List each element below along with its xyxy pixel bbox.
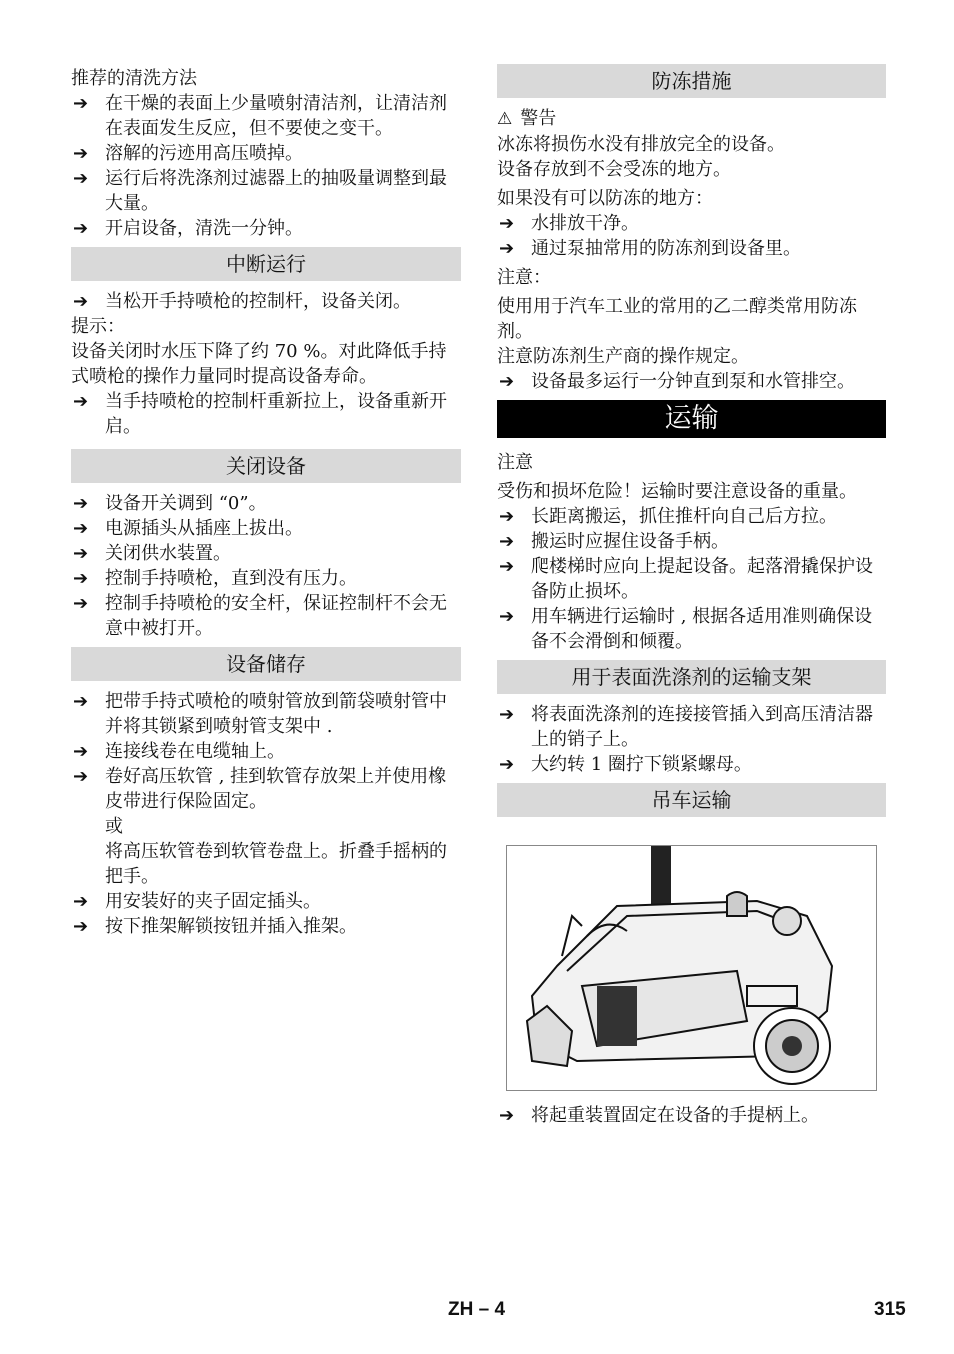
- arrow-right-icon: ➔: [73, 218, 89, 239]
- section-title-interrupt: 中断运行: [71, 247, 461, 281]
- arrow-right-icon: ➔: [499, 506, 515, 527]
- arrow-right-icon: ➔: [499, 531, 515, 552]
- list-item: ➔ 在干燥的表面上少量喷射清洁剂，让清洁剂在表面发生反应，但不要使之变干。: [73, 93, 447, 139]
- list-item: ➔ 长距离搬运，抓住推杆向自己后方拉。: [499, 506, 837, 527]
- frost-note-label: 注意：: [497, 267, 551, 288]
- frost-line: 冰冻将损伤水没有排放完全的设备。: [497, 134, 785, 155]
- list-item: ➔ 搬运时应握住设备手柄。: [499, 531, 729, 552]
- arrow-right-icon: ➔: [73, 493, 89, 514]
- note-text: 设备关闭时水压下降了约 70 %。对此降低手持式喷枪的操作力量同时提高设备寿命。: [71, 341, 447, 387]
- arrow-right-icon: ➔: [499, 556, 515, 577]
- list-item: ➔ 连接线卷在电缆轴上。: [73, 741, 285, 762]
- list-item: ➔ 溶解的污迹用高压喷掉。: [73, 143, 303, 164]
- arrow-right-icon: ➔: [73, 543, 89, 564]
- list-item: ➔ 控制手持喷枪的安全杆，保证控制杆不会无意中被打开。: [73, 593, 447, 639]
- list-item: ➔ 将表面洗涤剂的连接接管插入到高压清洁器上的销子上。: [499, 704, 873, 750]
- arrow-right-icon: ➔: [73, 143, 89, 164]
- footer-page-number: 315: [874, 1299, 906, 1320]
- arrow-right-icon: ➔: [73, 916, 89, 937]
- arrow-right-icon: ➔: [499, 1105, 515, 1126]
- frost-note-line: 使用用于汽车工业的常用的乙二醇类常用防冻剂。: [497, 296, 857, 342]
- arrow-right-icon: ➔: [73, 391, 89, 412]
- crane-transport-figure: [506, 845, 877, 1091]
- frost-line: 设备存放到不会受冻的地方。: [497, 159, 731, 180]
- chapter-title-transport: 运输: [497, 400, 886, 438]
- arrow-right-icon: ➔: [73, 291, 89, 312]
- section-title-shutdown: 关闭设备: [71, 449, 461, 483]
- list-item: ➔ 用安装好的夹子固定插头。: [73, 891, 321, 912]
- arrow-right-icon: ➔: [499, 704, 515, 725]
- list-item: ➔ 用车辆进行运输时 , 根据各适用准则确保设备不会滑倒和倾覆。: [499, 606, 873, 652]
- pressure-washer-illustration: [507, 846, 876, 1090]
- transport-note-text: 受伤和损坏危险！运输时要注意设备的重量。: [497, 481, 857, 502]
- intro-heading: 推荐的清洗方法: [71, 68, 197, 89]
- arrow-right-icon: ➔: [499, 213, 515, 234]
- note-label: 提示：: [71, 316, 125, 337]
- list-item: ➔ 卷好高压软管 , 挂到软管存放架上并使用橡皮带进行保险固定。: [73, 766, 447, 812]
- arrow-right-icon: ➔: [73, 168, 89, 189]
- arrow-right-icon: ➔: [499, 606, 515, 627]
- arrow-right-icon: ➔: [73, 568, 89, 589]
- warning-triangle-icon: ⚠: [497, 109, 513, 129]
- arrow-right-icon: ➔: [73, 93, 89, 114]
- list-item: ➔ 设备开关调到 “0”。: [73, 493, 267, 514]
- arrow-right-icon: ➔: [499, 238, 515, 259]
- or-detail: 将高压软管卷到软管卷盘上。折叠手摇柄的把手。: [105, 841, 447, 887]
- left-column: [71, 66, 461, 939]
- list-item: ➔ 水排放干净。: [499, 213, 639, 234]
- footer-section-label: ZH – 4: [448, 1299, 506, 1320]
- warning-line: ⚠ 警告: [497, 108, 557, 129]
- arrow-right-icon: ➔: [73, 741, 89, 762]
- list-item: ➔ 开启设备，清洗一分钟。: [73, 218, 303, 239]
- list-item: ➔ 当松开手持喷枪的控制杆，设备关闭。: [73, 291, 411, 312]
- list-item: ➔ 关闭供水装置。: [73, 543, 231, 564]
- section-title-storage: 设备储存: [71, 647, 461, 681]
- or-text: 或: [105, 816, 123, 837]
- section-title-frost: 防冻措施: [497, 64, 886, 98]
- list-item: ➔ 爬楼梯时应向上提起设备。起落滑撬保护设备防止损坏。: [499, 556, 873, 602]
- arrow-right-icon: ➔: [73, 518, 89, 539]
- list-item: ➔ 电源插头从插座上拔出。: [73, 518, 303, 539]
- right-column: [497, 66, 886, 1128]
- arrow-right-icon: ➔: [499, 754, 515, 775]
- list-item: ➔ 当手持喷枪的控制杆重新拉上，设备重新开启。: [73, 391, 447, 437]
- list-item: ➔ 将起重装置固定在设备的手提柄上。: [499, 1105, 819, 1126]
- section-title-crane: 吊车运输: [497, 783, 886, 817]
- list-item: ➔ 大约转 1 圈拧下锁紧螺母。: [499, 754, 752, 775]
- arrow-right-icon: ➔: [73, 691, 89, 712]
- arrow-right-icon: ➔: [73, 766, 89, 787]
- list-item: ➔ 设备最多运行一分钟直到泵和水管排空。: [499, 371, 855, 392]
- frost-if-text: 如果没有可以防冻的地方：: [497, 188, 713, 209]
- transport-note-label: 注意: [497, 452, 533, 473]
- frost-note-line: 注意防冻剂生产商的操作规定。: [497, 346, 749, 367]
- list-item: ➔ 把带手持式喷枪的喷射管放到箭袋喷射管中并将其锁紧到喷射管支架中 .: [73, 691, 447, 737]
- list-item: ➔ 控制手持喷枪，直到没有压力。: [73, 568, 357, 589]
- list-item: ➔ 按下推架解锁按钮并插入推架。: [73, 916, 357, 937]
- arrow-right-icon: ➔: [73, 593, 89, 614]
- list-item: ➔ 运行后将洗涤剂过滤器上的抽吸量调整到最大量。: [73, 168, 447, 214]
- list-item: ➔ 通过泵抽常用的防冻剂到设备里。: [499, 238, 801, 259]
- arrow-right-icon: ➔: [73, 891, 89, 912]
- section-title-detergent-holder: 用于表面洗涤剂的运输支架: [497, 660, 886, 694]
- arrow-right-icon: ➔: [499, 371, 515, 392]
